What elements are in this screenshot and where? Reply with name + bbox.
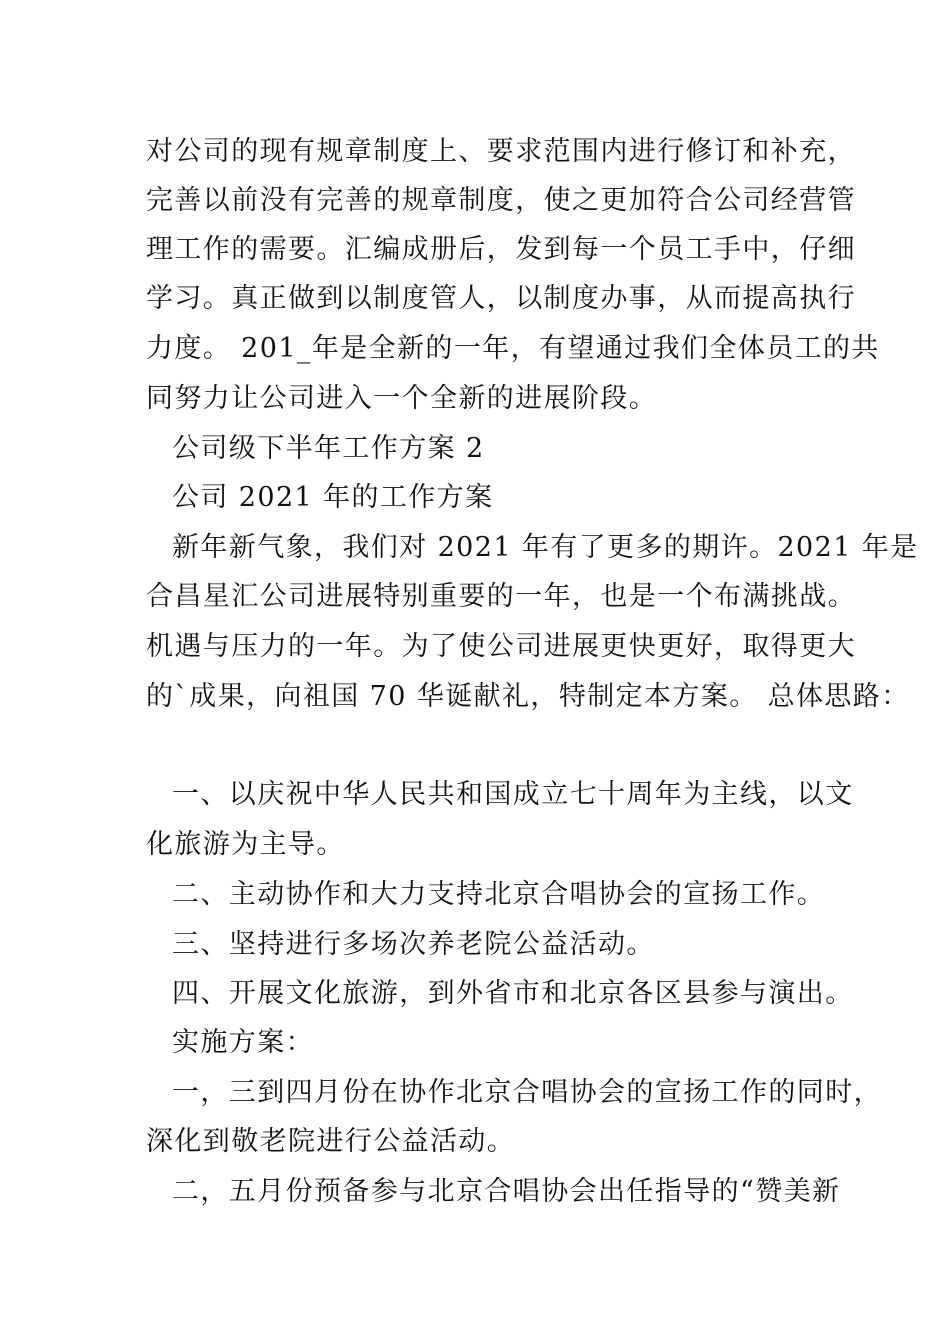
section-title: 公司 2021 年的工作方案: [172, 482, 494, 513]
paragraph-line: 同努力让公司进入一个全新的进展阶段。: [146, 383, 658, 414]
list-item: 一、以庆祝中华人民共和国成立七十周年为主线，以文: [172, 779, 854, 810]
paragraph-line: 合昌星汇公司进展特别重要的一年，也是一个布满挑战。: [146, 581, 856, 612]
section-heading: 实施方案：: [172, 1027, 314, 1058]
list-item: 二，五月份预备参与北京合唱协会出任指导的“赞美新: [172, 1176, 841, 1207]
paragraph-line: 理工作的需要。汇编成册后，发到每一个员工手中，仔细: [146, 234, 856, 265]
paragraph-line: 机遇与压力的一年。为了使公司进展更快更好，取得更大: [146, 631, 856, 662]
section-heading: 公司级下半年工作方案 2: [172, 433, 485, 464]
list-item-continuation: 深化到敬老院进行公益活动。: [146, 1126, 516, 1157]
paragraph-line: 完善以前没有完善的规章制度，使之更加符合公司经营管: [146, 185, 856, 216]
paragraph-line: 学习。真正做到以制度管人，以制度办事，从而提高执行: [146, 283, 856, 314]
list-item: 二、主动协作和大力支持北京合唱协会的宣扬工作。: [172, 879, 826, 910]
list-item-continuation: 化旅游为主导。: [146, 829, 345, 860]
list-item: 一，三到四月份在协作北京合唱协会的宣扬工作的同时，: [172, 1077, 882, 1108]
paragraph-line: 的`成果，向祖国 70 华诞献礼，特制定本方案。 总体思路：: [146, 681, 910, 712]
paragraph-line: 力度。 201_年是全新的一年，有望通过我们全体员工的共: [146, 333, 880, 364]
list-item: 三、坚持进行多场次养老院公益活动。: [172, 929, 655, 960]
paragraph-line: 新年新气象，我们对 2021 年有了更多的期许。2021 年是: [172, 532, 919, 563]
list-item: 四、开展文化旅游，到外省市和北京各区县参与演出。: [172, 978, 854, 1009]
paragraph-line: 对公司的现有规章制度上、要求范围内进行修订和补充，: [146, 136, 856, 167]
